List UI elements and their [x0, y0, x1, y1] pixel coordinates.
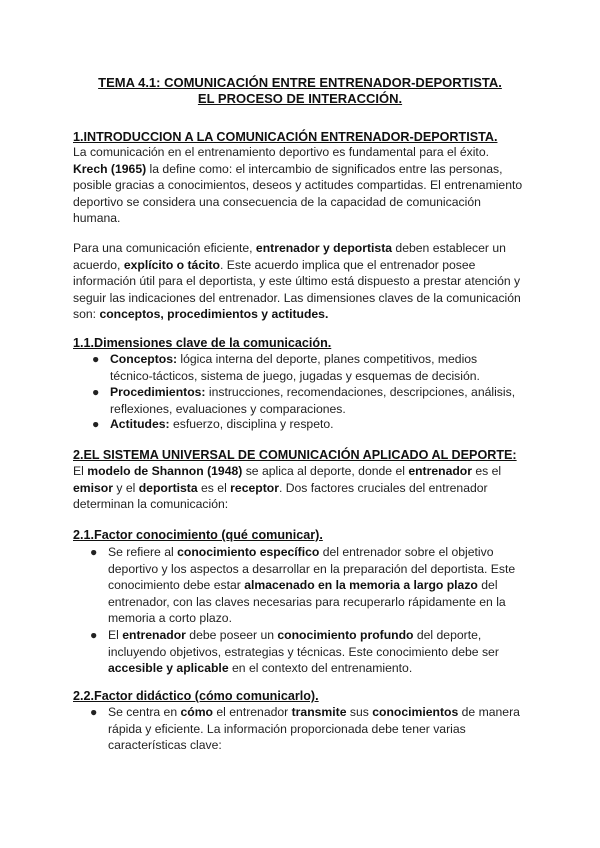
paragraph-intro: La comunicación en el entrenamiento deportivo es fundamental para el éxito. Krech (1965) la define como: el intercambio de significados entre las personas, posible gracias a conocimientos, deseos y actitudes compartidas. El entrenamiento deportivo se considera una consecuencia de la capacidad de comunicación humana.: [73, 145, 523, 226]
bullet-icon: ●: [92, 417, 100, 431]
document-title: TEMA 4.1: COMUNICACIÓN ENTRE ENTRENADOR-DEPORTISTA. EL PROCESO DE INTERACCIÓN.: [98, 75, 502, 106]
bullet-icon: ●: [90, 705, 98, 719]
subsection-heading-2-1: 2.1.Factor conocimiento (qué comunicar).: [73, 528, 323, 542]
bullet-icon: ●: [92, 352, 100, 366]
paragraph-agreement: Para una comunicación eficiente, entrenador y deportista deben establecer un acuerdo, explícito o tácito. Este acuerdo implica que el entrenador posee información útil para el deportista, y este último está dispuesto a prestar atención y seguir las indicaciones del entrenador. Las dimensiones claves de la comunicación son: conceptos, procedimientos y actitudes.: [73, 241, 521, 322]
document-page: TEMA 4.1: COMUNICACIÓN ENTRE ENTRENADOR-DEPORTISTA. EL PROCESO DE INTERACCIÓN. 1.INTRODUCCION A LA COMUNICACIÓN ENTRENADOR-DEPORTISTA. La comunicación en el entrenamiento deportivo es fundamental para el éxito. Krech (1965) la define como: el intercambio de significados entre las personas, posible gracias a conocimientos, deseos y actitudes compartidas. El entrenamiento deportivo se considera una consecuencia de la capacidad de comunicación humana. Para una comunicación eficiente, entrenador y deportista deben establecer un acuerdo, explícito o tácito. Este acuerdo implica que el entrenador posee información útil para el deportista, y este último está dispuesto a prestar atención y seguir las indicaciones del entrenador. Las dimensiones claves de la comunicación son: conceptos, procedimientos y actitudes. 1.1.Dimensiones clave de la comunicación. ● Conceptos: lógica interna del deporte, planes competitivos, medios técnico-tácticos, sistema de juego, jugadas y esquemas de decisión. ● Procedimientos: instrucciones, recomendaciones, descripciones, análisis, reflexiones, evaluaciones y comparaciones. ● Actitudes: esfuerzo, disciplina y respeto. 2.EL SISTEMA UNIVERSAL DE COMUNICACIÓN APLICADO AL DEPORTE: El modelo de Shannon (1948) se aplica al deporte, donde el entrenador es el emisor y el deportista es el receptor. Dos factores cruciales del entrenador determinan la comunicación: 2.1.Factor conocimiento (qué comunicar). ● Se refiere al conocimiento específico del entrenador sobre el objetivo deportivo y los aspectos a desarrollar en la preparación del deportista. Este conocimiento debe estar almacenado en la memoria a largo plazo del entrenador, con las claves necesarias para recuperarlo rápidamente en la memoria a corto plazo. ● El entrenador debe poseer un conocimiento profundo del deporte, incluyendo objetivos, estrategias y técnicas. Este conocimiento debe ser accesible y aplicable en el contexto del entrenamiento. 2.2.Factor didáctico (cómo comunicarlo). ● Se centra en cómo el entrenador transmite sus conocimientos de manera rápida y eficiente. La información proporcionada debe tener varias características clave:: [0, 0, 600, 848]
bullet-icon: ●: [90, 628, 98, 642]
bullet-icon: ●: [90, 545, 98, 559]
subsection-heading-1-1: 1.1.Dimensiones clave de la comunicación.: [73, 336, 332, 350]
bullet-icon: ●: [92, 385, 100, 399]
section-heading-1: 1.INTRODUCCION A LA COMUNICACIÓN ENTRENADOR-DEPORTISTA.: [73, 130, 498, 144]
paragraph-shannon: El modelo de Shannon (1948) se aplica al deporte, donde el entrenador es el emisor y el deportista es el receptor. Dos factores cruciales del entrenador determinan la comunicación:: [73, 464, 502, 512]
subsection-heading-2-2: 2.2.Factor didáctico (cómo comunicarlo).: [73, 689, 319, 703]
section-heading-2: 2.EL SISTEMA UNIVERSAL DE COMUNICACIÓN APLICADO AL DEPORTE:: [73, 448, 517, 462]
